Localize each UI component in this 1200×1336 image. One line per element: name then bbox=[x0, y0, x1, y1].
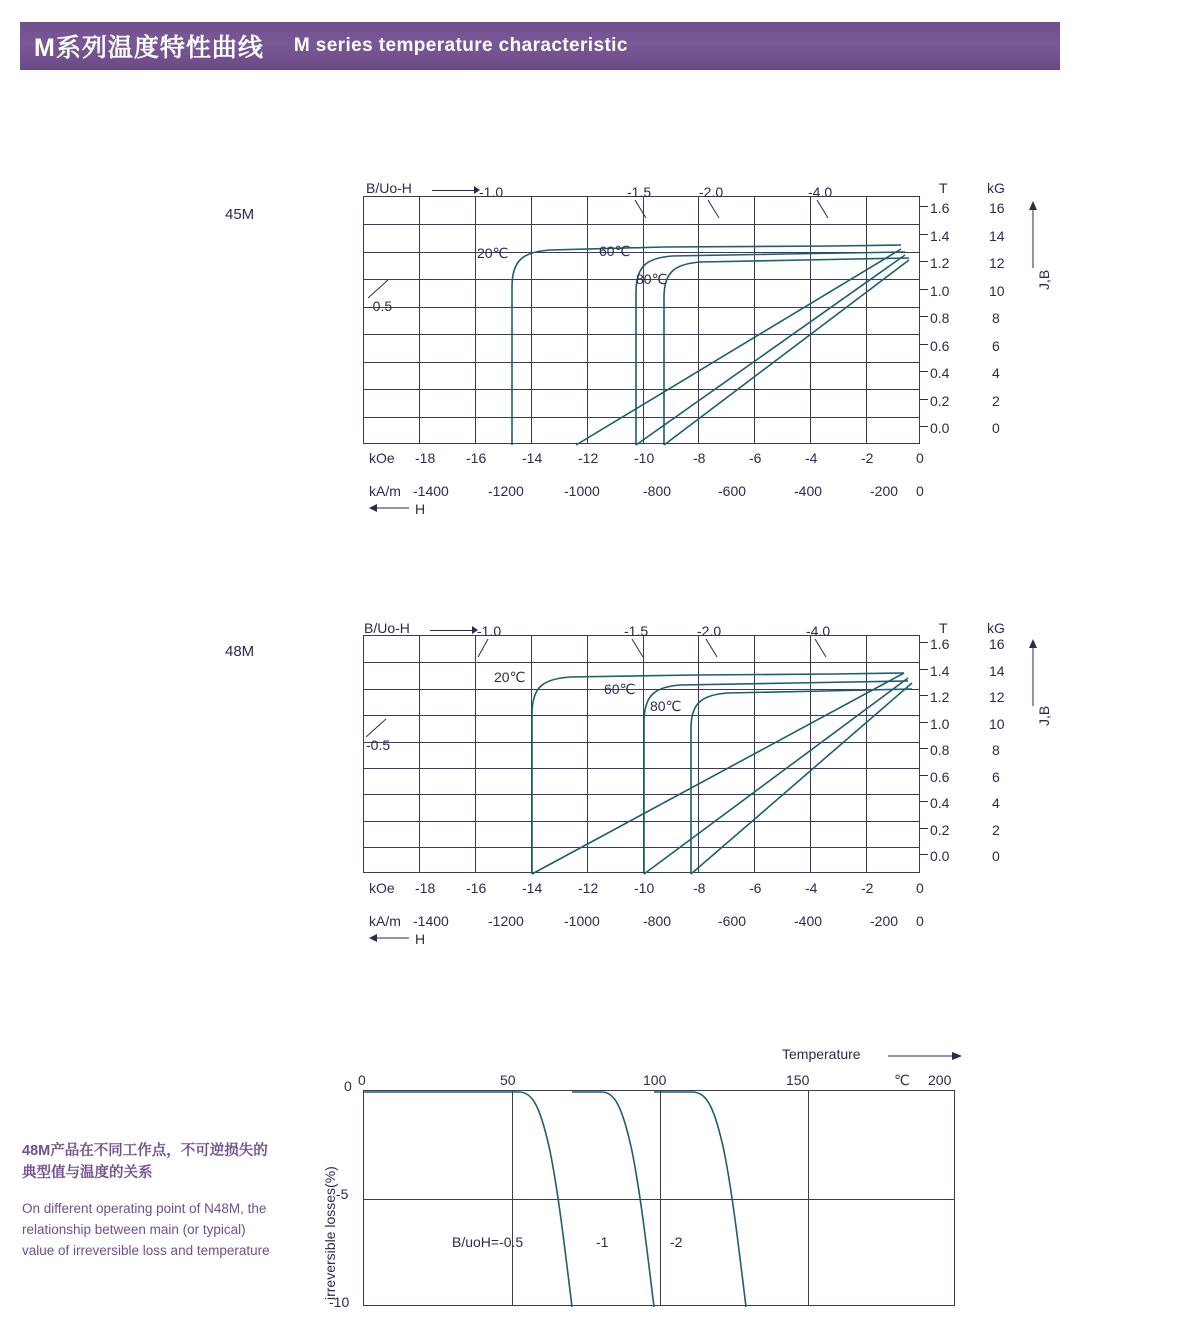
xtick-koe-8-48m: -2 bbox=[861, 880, 874, 896]
ytick-T-8-45m: 0.0 bbox=[930, 420, 950, 436]
loss-xaxis-name: Temperature bbox=[782, 1046, 861, 1062]
page-title-en: M series temperature characteristic bbox=[293, 35, 628, 56]
permeance-label-05-48m: -0.5 bbox=[366, 737, 391, 753]
ytick-kG-4-45m: 8 bbox=[992, 310, 1000, 326]
xtick-kam-3-48m: -800 bbox=[643, 913, 672, 929]
xtick-koe-7-45m: -4 bbox=[805, 450, 818, 466]
ytick-kG-7-45m: 2 bbox=[992, 393, 1000, 409]
permeance-leaders-48m bbox=[458, 635, 958, 675]
ytick-T-3-45m: 1.0 bbox=[930, 283, 950, 299]
xtick-kam-6-45m: -200 bbox=[870, 483, 899, 499]
loss-yaxis-name: irreversible losses(%) bbox=[322, 1166, 338, 1300]
xtick-kam-7-48m: 0 bbox=[916, 913, 924, 929]
xtick-kam-6-48m: -200 bbox=[870, 913, 899, 929]
loss-caption-en: On different operating point of N48M, the relationship between main (or typical) value of irreversible loss and temperature bbox=[22, 1201, 270, 1258]
temp-label-80c-48m: 80℃ bbox=[650, 698, 682, 714]
xaxis-unit-koe-48m: kOe bbox=[369, 880, 395, 896]
yaxis-unit-T-48m: T bbox=[939, 620, 948, 636]
loss-xtick-4: 200 bbox=[928, 1072, 952, 1088]
ytick-kG-0-48m: 16 bbox=[989, 636, 1005, 652]
xtick-koe-4-48m: -10 bbox=[634, 880, 655, 896]
ytick-T-6-45m: 0.4 bbox=[930, 365, 950, 381]
ytick-T-5-48m: 0.6 bbox=[930, 769, 950, 785]
ytick-T-2-45m: 1.2 bbox=[930, 255, 950, 271]
xaxis-unit-kam-48m: kA/m bbox=[369, 913, 401, 929]
xtick-koe-1-48m: -16 bbox=[466, 880, 487, 896]
ytick-T-3-48m: 1.0 bbox=[930, 716, 950, 732]
ytick-kG-3-45m: 10 bbox=[989, 283, 1005, 299]
loss-xtick-3: 150 bbox=[786, 1072, 810, 1088]
ratio-label-45m: B/Uo-H bbox=[366, 180, 412, 196]
permeance-label-1-48m: -1.0 bbox=[477, 623, 502, 639]
permeance-label-05-45m: -0.5 bbox=[368, 298, 393, 314]
xtick-koe-6-48m: -6 bbox=[749, 880, 762, 896]
permeance-label-4-48m: -4.0 bbox=[806, 623, 831, 639]
xtick-koe-3-48m: -12 bbox=[578, 880, 599, 896]
xtick-koe-4-45m: -10 bbox=[634, 450, 655, 466]
temp-label-80c-45m: 80℃ bbox=[636, 271, 668, 287]
temperature-arrow-icon bbox=[888, 1048, 968, 1064]
ytick-T-0-48m: 1.6 bbox=[930, 636, 950, 652]
loss-ytick-1: -5 bbox=[336, 1186, 349, 1202]
h-label-45m: H bbox=[415, 501, 426, 517]
yaxis-arrow-icon-45m bbox=[1024, 200, 1042, 270]
ytick-T-4-48m: 0.8 bbox=[930, 742, 950, 758]
ytick-T-1-48m: 1.4 bbox=[930, 663, 950, 679]
loss-series-label-1: -1 bbox=[596, 1234, 609, 1250]
permeance-label-4-45m: -4.0 bbox=[808, 184, 833, 200]
loss-ytick-2: -10 bbox=[329, 1294, 350, 1310]
xtick-koe-8-45m: -2 bbox=[861, 450, 874, 466]
temp-label-20c-48m: 20℃ bbox=[494, 669, 526, 685]
permeance-label-3-45m: -2.0 bbox=[699, 184, 724, 200]
ytick-T-4-45m: 0.8 bbox=[930, 310, 950, 326]
ytick-T-2-48m: 1.2 bbox=[930, 689, 950, 705]
xtick-kam-2-45m: -1000 bbox=[564, 483, 600, 499]
xtick-koe-0-45m: -18 bbox=[415, 450, 436, 466]
loss-plot-area bbox=[363, 1090, 955, 1306]
xaxis-unit-koe-45m: kOe bbox=[369, 450, 395, 466]
ytick-kG-8-45m: 0 bbox=[992, 420, 1000, 436]
xtick-kam-3-45m: -800 bbox=[643, 483, 672, 499]
ytick-T-1-45m: 1.4 bbox=[930, 228, 950, 244]
xtick-koe-5-45m: -8 bbox=[693, 450, 706, 466]
ytick-kG-1-45m: 14 bbox=[989, 228, 1005, 244]
loss-series-label-2: -2 bbox=[670, 1234, 683, 1250]
xtick-kam-7-45m: 0 bbox=[916, 483, 924, 499]
loss-caption-cn: 48M产品在不同工作点，不可逆损失的典型值与温度的关系 bbox=[22, 1143, 268, 1181]
h-label-48m: H bbox=[415, 931, 426, 947]
ratio-label-48m: B/Uo-H bbox=[364, 620, 410, 636]
xtick-koe-2-48m: -14 bbox=[522, 880, 543, 896]
permeance-label-3-48m: -2.0 bbox=[697, 623, 722, 639]
page-title-cn: M系列温度特性曲线 bbox=[34, 34, 264, 62]
xtick-koe-7-48m: -4 bbox=[805, 880, 818, 896]
ytick-kG-1-48m: 14 bbox=[989, 663, 1005, 679]
xtick-koe-0-48m: -18 bbox=[415, 880, 436, 896]
permeance-label-1-45m: -1.0 bbox=[479, 184, 504, 200]
ytick-T-6-48m: 0.4 bbox=[930, 795, 950, 811]
h-arrow-icon-45m bbox=[369, 500, 419, 516]
xtick-kam-2-48m: -1000 bbox=[564, 913, 600, 929]
xtick-kam-4-45m: -600 bbox=[718, 483, 747, 499]
h-arrow-icon-48m bbox=[369, 930, 419, 946]
ytick-kG-8-48m: 0 bbox=[992, 848, 1000, 864]
xtick-kam-0-45m: -1400 bbox=[413, 483, 449, 499]
ytick-T-5-45m: 0.6 bbox=[930, 338, 950, 354]
loss-xtick-2: 100 bbox=[643, 1072, 667, 1088]
ytick-kG-2-45m: 12 bbox=[989, 255, 1005, 271]
xtick-koe-3-45m: -12 bbox=[578, 450, 599, 466]
xaxis-unit-kam-45m: kA/m bbox=[369, 483, 401, 499]
ytick-kG-6-48m: 4 bbox=[992, 795, 1000, 811]
loss-caption bbox=[22, 1140, 272, 1261]
xtick-kam-5-45m: -400 bbox=[794, 483, 823, 499]
grade-label-45m: 45M bbox=[225, 206, 255, 223]
permeance-leaders-45m bbox=[460, 196, 960, 236]
xtick-koe-5-48m: -8 bbox=[693, 880, 706, 896]
ytick-kG-5-45m: 6 bbox=[992, 338, 1000, 354]
loss-series-label-0: B/uoH=-0.5 bbox=[452, 1234, 524, 1250]
yaxis-unit-T-45m: T bbox=[939, 180, 948, 196]
xtick-koe-9-45m: 0 bbox=[916, 450, 924, 466]
ytick-T-7-45m: 0.2 bbox=[930, 393, 950, 409]
loss-xtick-0: 0 bbox=[358, 1072, 366, 1088]
ytick-kG-4-48m: 8 bbox=[992, 742, 1000, 758]
xtick-kam-1-48m: -1200 bbox=[488, 913, 524, 929]
ytick-T-8-48m: 0.0 bbox=[930, 848, 950, 864]
temp-label-60c-48m: 60℃ bbox=[604, 681, 636, 697]
permeance-leader-05-48m bbox=[364, 715, 414, 745]
loss-xunit: ℃ bbox=[894, 1072, 910, 1088]
ytick-kG-5-48m: 6 bbox=[992, 769, 1000, 785]
loss-ytick-0: 0 bbox=[344, 1078, 352, 1094]
grade-label-48m: 48M bbox=[225, 643, 255, 660]
xtick-koe-6-45m: -6 bbox=[749, 450, 762, 466]
ytick-kG-0-45m: 16 bbox=[989, 200, 1005, 216]
loss-xtick-1: 50 bbox=[500, 1072, 516, 1088]
yaxis-name-jb-48m: J,B bbox=[1036, 705, 1052, 726]
ytick-T-0-45m: 1.6 bbox=[930, 200, 950, 216]
permeance-label-2-45m: -1.5 bbox=[627, 184, 652, 200]
ytick-kG-7-48m: 2 bbox=[992, 822, 1000, 838]
yaxis-unit-kG-48m: kG bbox=[987, 620, 1005, 636]
page-header-bar bbox=[20, 22, 1060, 70]
yaxis-name-jb-45m: J,B bbox=[1036, 269, 1052, 290]
xtick-koe-1-45m: -16 bbox=[466, 450, 487, 466]
xtick-kam-1-45m: -1200 bbox=[488, 483, 524, 499]
yaxis-unit-kG-45m: kG bbox=[987, 180, 1005, 196]
xtick-koe-2-45m: -14 bbox=[522, 450, 543, 466]
ytick-kG-6-45m: 4 bbox=[992, 365, 1000, 381]
temp-label-20c-45m: 20℃ bbox=[477, 245, 509, 261]
yaxis-arrow-icon-48m bbox=[1024, 638, 1042, 708]
xtick-kam-5-48m: -400 bbox=[794, 913, 823, 929]
xtick-koe-9-48m: 0 bbox=[916, 880, 924, 896]
loss-curves bbox=[364, 1091, 956, 1307]
xtick-kam-4-48m: -600 bbox=[718, 913, 747, 929]
permeance-leader-05-45m bbox=[366, 276, 416, 306]
xtick-kam-0-48m: -1400 bbox=[413, 913, 449, 929]
ytick-T-7-48m: 0.2 bbox=[930, 822, 950, 838]
permeance-label-2-48m: -1.5 bbox=[624, 623, 649, 639]
ytick-kG-3-48m: 10 bbox=[989, 716, 1005, 732]
temp-label-60c-45m: 60℃ bbox=[599, 243, 631, 259]
ytick-kG-2-48m: 12 bbox=[989, 689, 1005, 705]
